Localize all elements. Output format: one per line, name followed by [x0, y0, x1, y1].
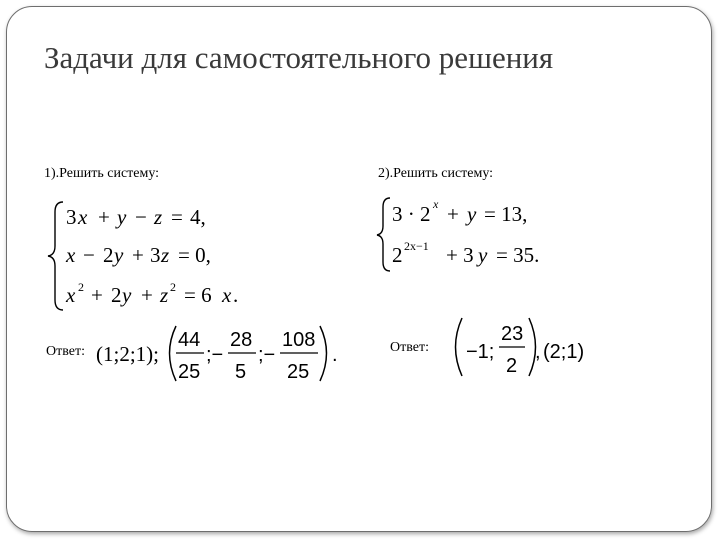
svg-text:2: 2 [392, 243, 403, 267]
task2-answer-left-paren [456, 318, 463, 376]
svg-text:2: 2 [111, 283, 122, 307]
svg-text:28: 28 [230, 329, 253, 351]
svg-text:3 · 2: 3 · 2 [392, 202, 431, 226]
svg-text:2x−1: 2x−1 [404, 239, 429, 253]
svg-text:,: , [535, 341, 541, 363]
task2-equation-1 [392, 197, 527, 226]
svg-text:z: z [160, 283, 169, 307]
svg-text:x: x [66, 283, 76, 307]
svg-text:108: 108 [282, 329, 316, 351]
svg-text:2: 2 [78, 280, 84, 294]
svg-text:23: 23 [501, 323, 524, 345]
svg-text:y: y [478, 243, 488, 267]
svg-text:44: 44 [178, 329, 201, 351]
svg-text:z: z [161, 243, 170, 267]
svg-text:x: x [78, 205, 88, 229]
svg-text:z: z [154, 205, 163, 229]
svg-text:4,: 4, [190, 205, 206, 229]
svg-text:2: 2 [170, 280, 176, 294]
svg-text:(1;2;1);: (1;2;1); [96, 342, 159, 366]
svg-text:3: 3 [150, 243, 161, 267]
task2-answer-label: Ответ: [390, 340, 429, 355]
task1-answer-label: Ответ: [46, 344, 85, 359]
svg-text:.: . [233, 283, 239, 307]
svg-text:x: x [433, 197, 439, 211]
task1-answer [96, 326, 338, 383]
task2-system-brace [377, 198, 390, 271]
svg-text:x: x [222, 283, 232, 307]
svg-text:+ 3: + 3 [446, 243, 474, 267]
svg-text:y: y [122, 283, 132, 307]
svg-text:x: x [66, 243, 76, 267]
task1-label: 1).Решить систему: [44, 166, 160, 181]
task1-equation-1 [66, 205, 206, 229]
task2-label: 2).Решить систему: [378, 166, 494, 181]
task2-equation-2 [392, 239, 539, 267]
svg-text:3: 3 [66, 205, 77, 229]
svg-text:=: = [171, 205, 183, 229]
task1-equation-3 [65, 280, 238, 307]
task1-answer-right-paren [320, 326, 327, 381]
svg-text:25: 25 [178, 361, 201, 383]
svg-text:= 0,: = 0, [178, 243, 211, 267]
task2-answer [456, 318, 585, 377]
task1-system-brace [48, 202, 63, 310]
task1-answer-left-paren [170, 326, 177, 381]
svg-text:+: + [141, 283, 153, 307]
svg-text:−1;: −1; [466, 341, 495, 363]
svg-text:+: + [447, 202, 459, 226]
svg-text:= 13,: = 13, [484, 202, 528, 226]
svg-text:+: + [98, 205, 110, 229]
svg-text:.: . [332, 344, 338, 366]
svg-text:+: + [132, 243, 144, 267]
svg-text:y: y [114, 243, 124, 267]
slide-title: Задачи для самостоятельного решения [44, 40, 554, 75]
svg-text:= 35.: = 35. [496, 243, 540, 267]
svg-text:+: + [91, 283, 103, 307]
svg-text:5: 5 [235, 361, 247, 383]
svg-text:2: 2 [103, 243, 114, 267]
svg-text:−: − [135, 205, 147, 229]
svg-text:;−: ;− [258, 344, 276, 366]
svg-text:= 6: = 6 [184, 283, 212, 307]
svg-text:y: y [117, 205, 127, 229]
svg-text:(2;1): (2;1) [543, 341, 585, 363]
svg-text:2: 2 [506, 355, 518, 377]
task1-equation-2 [65, 243, 211, 267]
svg-text:25: 25 [287, 361, 310, 383]
svg-text:y: y [467, 202, 477, 226]
svg-text:−: − [83, 243, 95, 267]
svg-text:;−: ;− [206, 344, 224, 366]
